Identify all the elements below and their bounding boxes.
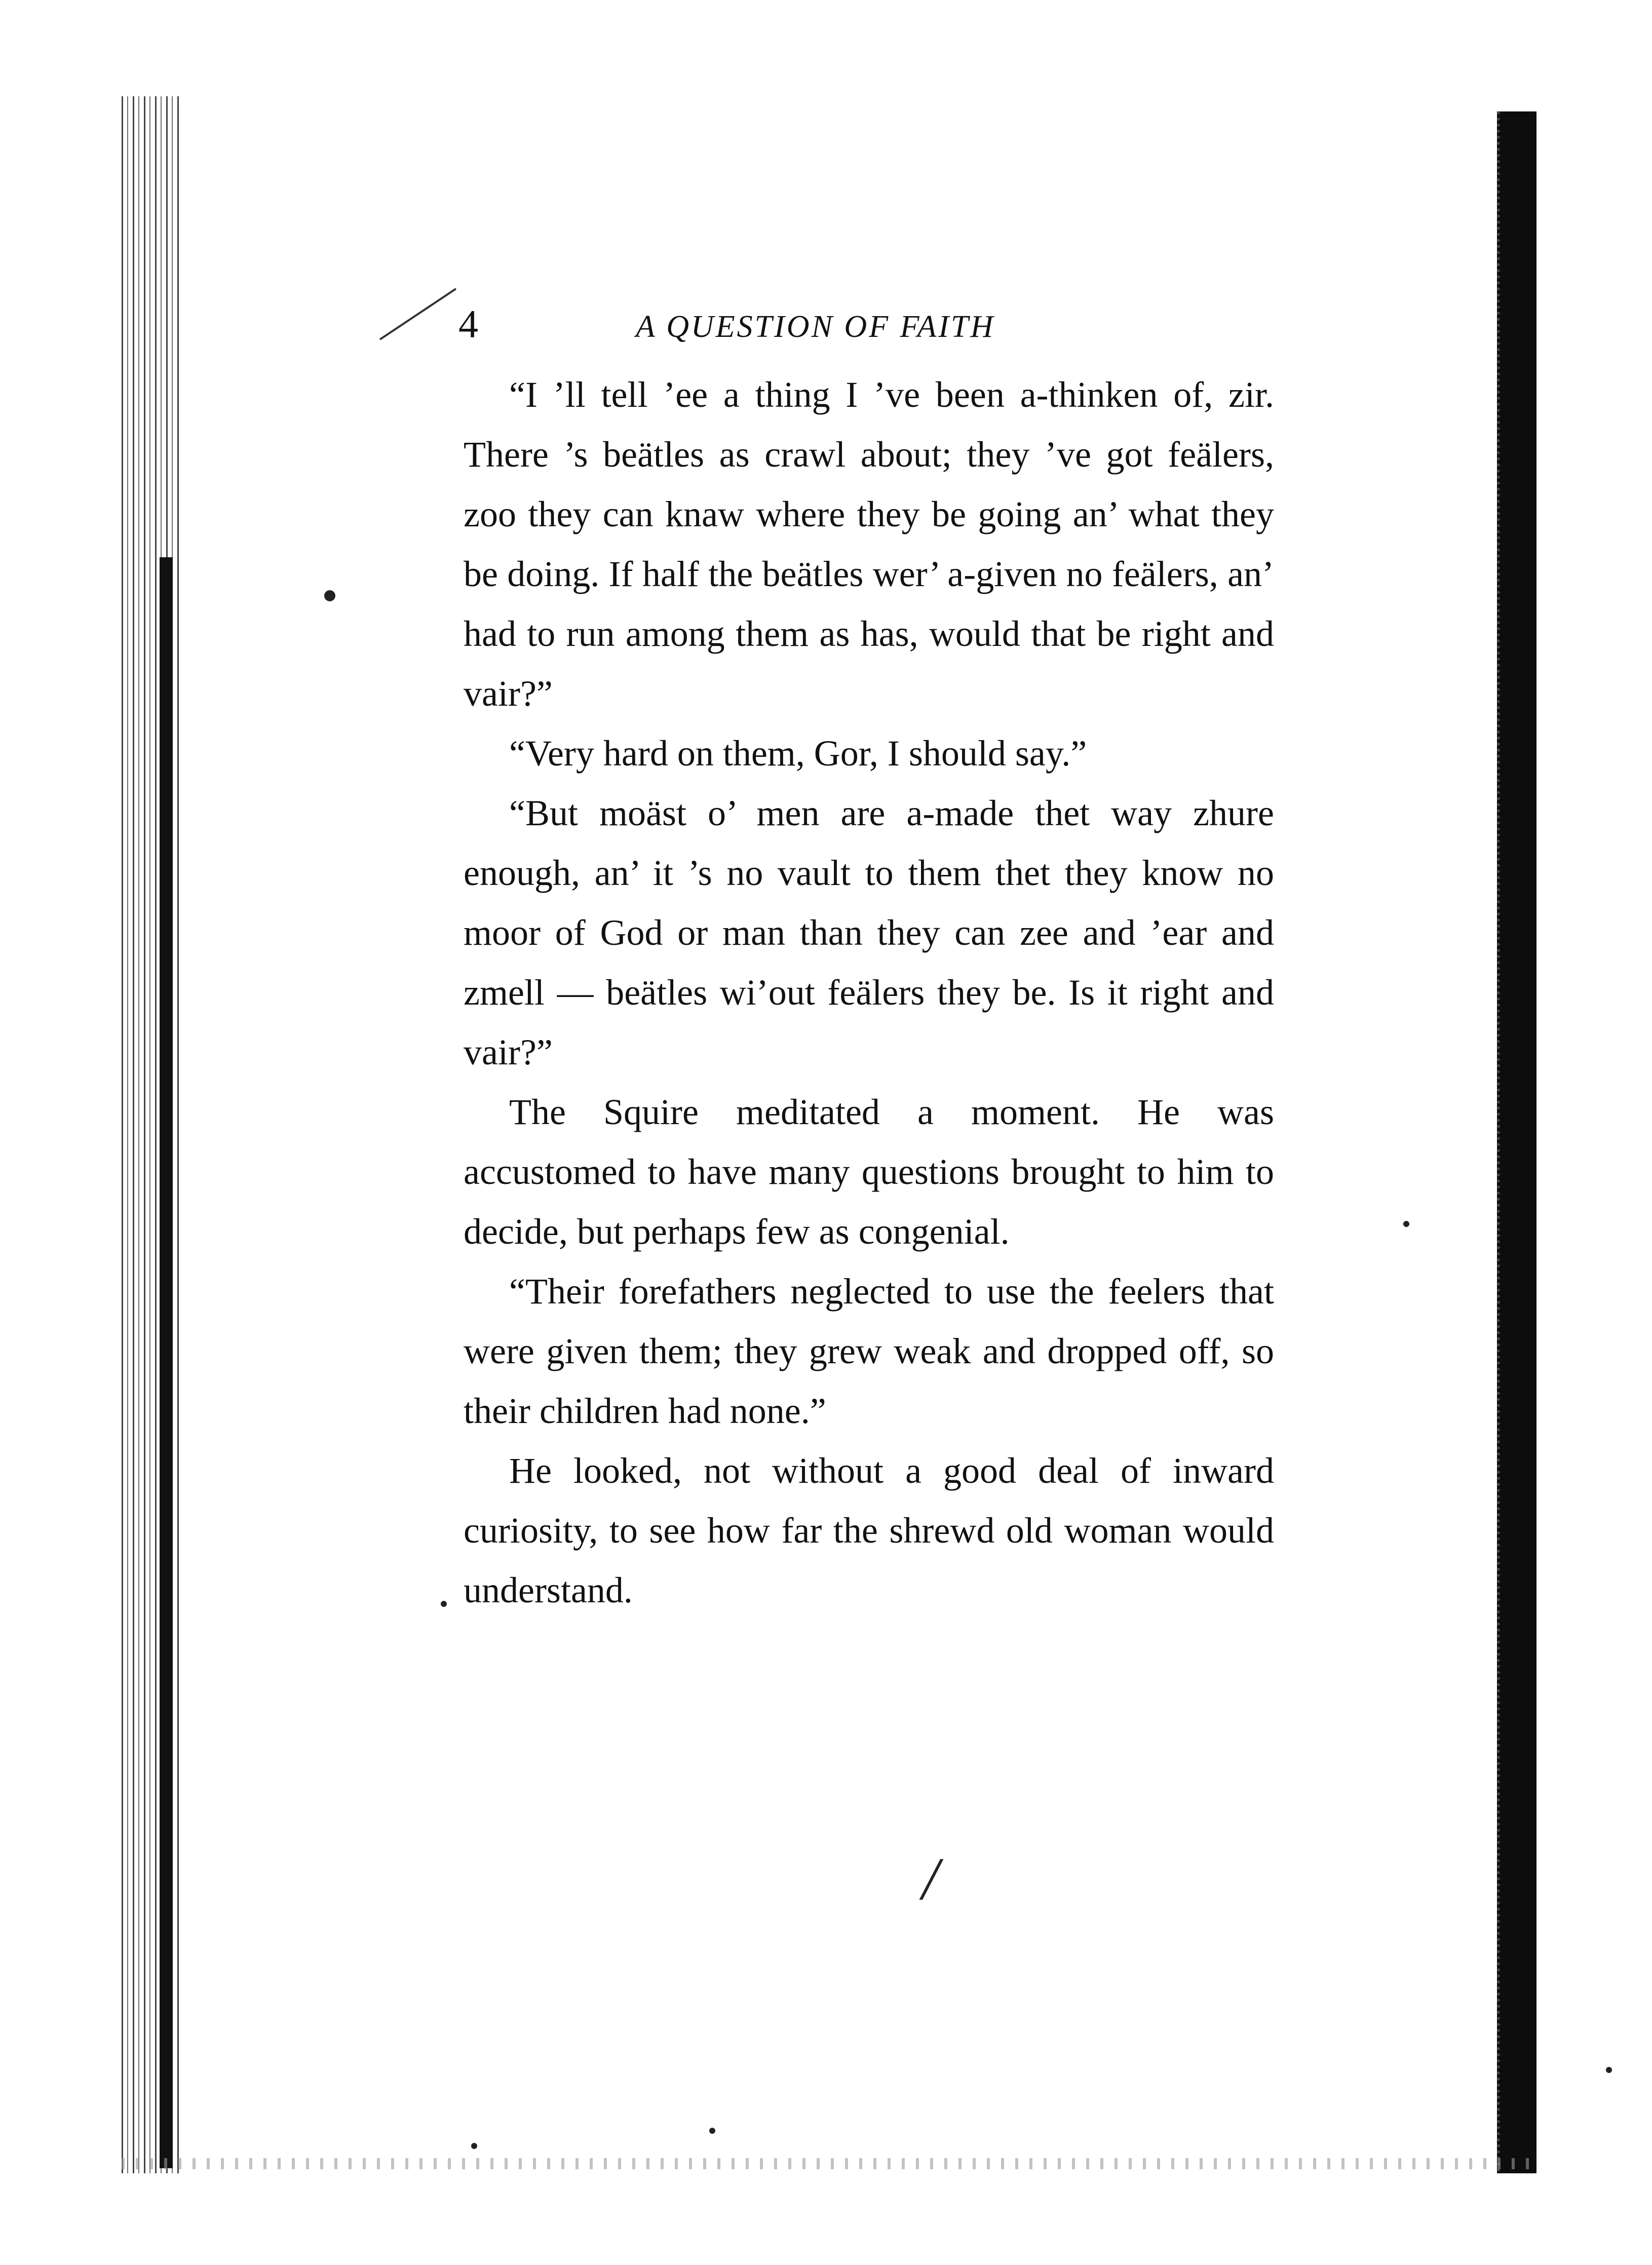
ink-speck (709, 2128, 715, 2134)
body-text (464, 365, 1274, 1620)
paragraph: “I ’ll tell ’ee a thing I ’ve been a-thinken of, zir. There ’s beätles as crawl about; they ’ve got feälers, zoo they can knaw where they be going an’ what they be doing. If half the beätles wer’ a-given no feälers, an’ had to run among them as has, would that be right and vair?” (464, 374, 1274, 714)
stray-pencil-mark: / (922, 1845, 939, 1912)
page-bottom-edge (122, 2158, 1540, 2169)
book-spine-shadow (160, 557, 173, 2168)
ink-speck (1403, 1221, 1409, 1227)
book-spine-edge (122, 96, 182, 2173)
ink-speck (471, 2143, 477, 2149)
ink-speck (1606, 2067, 1612, 2073)
paragraph: The Squire meditated a moment. He was accustomed to have many questions brought to him to decide, but perhaps few as congenial. (464, 1092, 1274, 1252)
page-header (458, 301, 1289, 347)
page-right-edge (1497, 111, 1536, 2173)
paragraph: He looked, not without a good deal of inward curiosity, to see how far the shrewd old woman would understand. (464, 1450, 1274, 1610)
ink-speck (441, 1601, 447, 1607)
paragraph: “Their forefathers neglected to use the feelers that were given them; they grew weak and dropped off, so their children had none.” (464, 1271, 1274, 1431)
paragraph: “Very hard on them, Gor, I should say.” (509, 733, 1087, 774)
page-number: 4 (458, 302, 478, 346)
running-title: A QUESTION OF FAITH (636, 310, 995, 344)
paragraph: “But moäst o’ men are a-made thet way zhure enough, an’ it ’s no vault to them thet they know no moor of God or man than they can zee and ’ear and zmell — beätles wi’out feälers they be. Is it right and vair?” (464, 793, 1274, 1072)
ink-speck (324, 590, 335, 601)
pencil-stroke-mark (375, 284, 461, 344)
